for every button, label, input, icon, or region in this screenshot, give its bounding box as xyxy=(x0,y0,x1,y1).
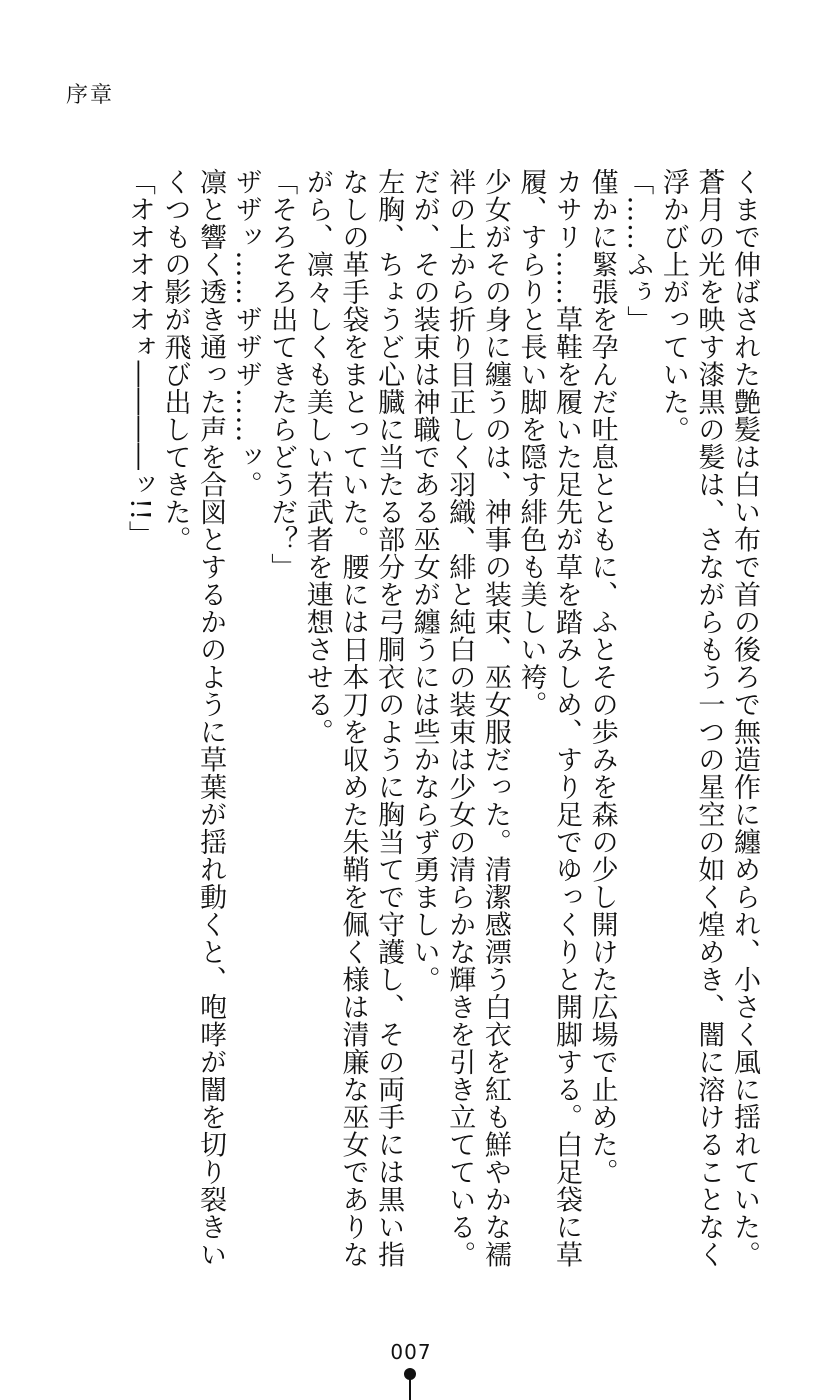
paragraph: くまで伸ばされた艶髪は白い布で首の後ろで無造作に纏められ、小さく風に揺れていた。 xyxy=(729,168,760,1268)
page-marker-line xyxy=(409,1378,411,1400)
paragraph: 僅かに緊張を孕んだ吐息とともに、ふとその歩みを森の少し開けた広場で止めた。 xyxy=(586,168,618,1186)
sound-effect-line: ザザッ……ザザザ……ッ。 xyxy=(230,168,262,498)
dialogue-line: 「オオオオオォ――――ッ!!」 xyxy=(123,168,155,549)
body-text xyxy=(42,168,762,1288)
paragraph: 蒼月の光を映す漆黒の髪は、さながらもう一つの星空の如く煌めき、闇に溶けることなく浮かび上がっていた。 xyxy=(657,168,725,1268)
chapter-title: 序章 xyxy=(66,83,115,108)
paragraph: 少女がその身に纏うのは、神事の装束、巫女服だった。清潔感漂う白衣を紅も鮮やかな襦袢の上から折り目正しく羽織、緋と純白の装束は少女の清らかな輝きを引き立てている。だが、その装束は神職である巫女が纏うには些かならず勇ましい。 xyxy=(408,168,511,1268)
page-number: 007 xyxy=(390,1340,432,1364)
paragraph: カサリ……草鞋を履いた足先が草を踏みしめ、すり足でゆっくりと開脚する。白足袋に草履、すらりと長い脚を隠す緋色も美しい袴。 xyxy=(515,168,583,1268)
paragraph: 左胸、ちょうど心臓に当たる部分を弓胴衣のように胸当てで守護し、その両手には黒い指なしの革手袋をまとっていた。腰には日本刀を収めた朱鞘を佩く様は清廉な巫女でありながら、凛々しくも美しい若武者を連想させる。 xyxy=(301,168,405,1268)
dialogue-line: 「……ふぅ」 xyxy=(622,168,654,333)
paragraph: 凛と響く透き通った声を合図とするかのように草葉が揺れ動くと、咆哮が闇を切り裂きいくつもの影が飛び出してきた。 xyxy=(159,168,227,1268)
dialogue-line: 「そろそろ出てきたらどうだ？」 xyxy=(266,168,298,581)
